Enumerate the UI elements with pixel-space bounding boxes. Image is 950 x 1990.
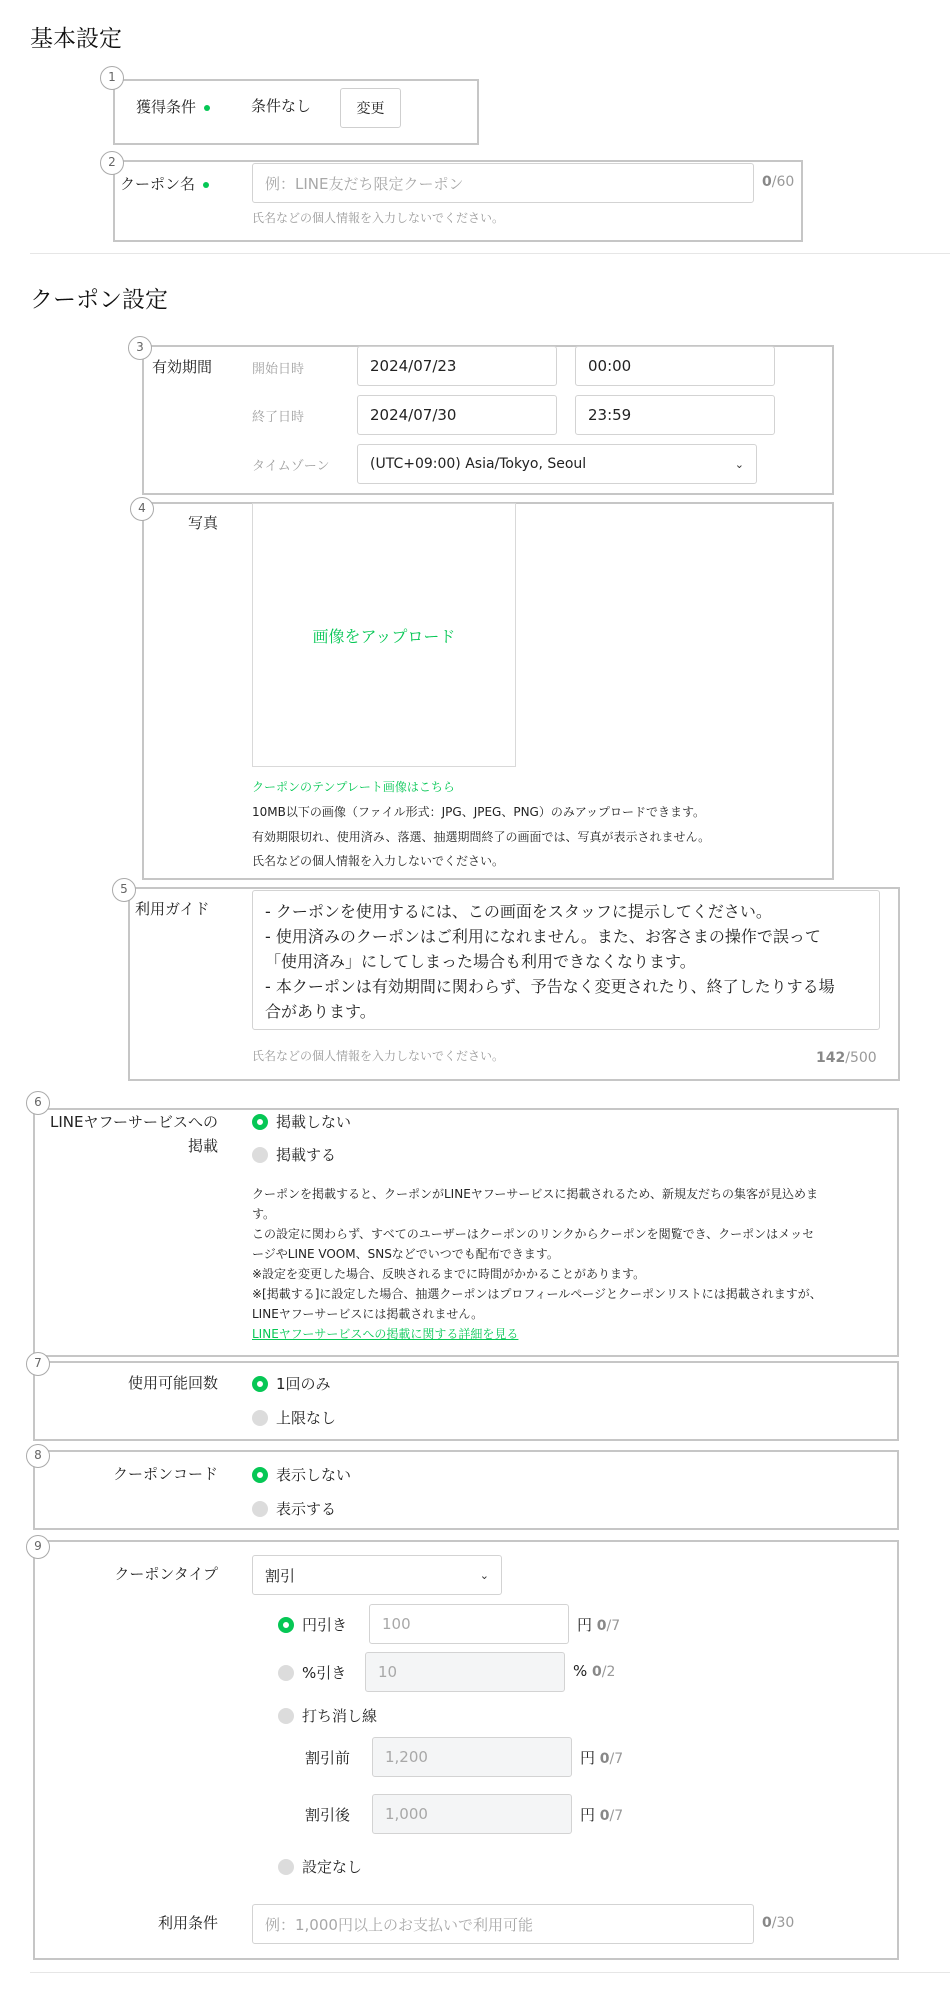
after-discount-unit: 円 0/7 <box>580 1806 624 1824</box>
line-desc-1: クーポンを掲載すると、クーポンがLINEヤフーサービスに掲載されるため、新規友だちの集客が見込めま <box>252 1187 818 1201</box>
coupon-type-value: 割引 <box>265 1566 296 1585</box>
radio-unselected-icon <box>278 1859 294 1875</box>
guide-line: 合があります。 <box>265 1002 376 1021</box>
line-desc-5: ※設定を変更した場合、反映されるまでに時間がかかることがあります。 <box>252 1267 646 1281</box>
line-desc-2: す。 <box>252 1207 276 1221</box>
radio-line-yes[interactable]: 掲載する <box>252 1144 336 1165</box>
after-discount-input[interactable]: 1,000 <box>372 1794 572 1834</box>
radio-percent-off[interactable]: %引き <box>278 1662 346 1683</box>
chevron-down-icon: ⌄ <box>479 1568 489 1582</box>
required-dot <box>204 105 210 111</box>
line-service-detail-link[interactable]: LINEヤフーサービスへの掲載に関する詳細を見る <box>252 1327 519 1341</box>
end-label: 終了日時 <box>252 410 305 425</box>
start-date-input[interactable]: 2024/07/23 <box>357 346 557 386</box>
end-date-input[interactable]: 2024/07/30 <box>357 395 557 435</box>
step-badge-9: 9 <box>26 1535 50 1559</box>
coupon-name-label: クーポン名 <box>120 173 209 194</box>
step-badge-8: 8 <box>26 1444 50 1468</box>
coupon-code-box <box>33 1450 899 1530</box>
guide-textarea[interactable] <box>252 890 880 1030</box>
line-desc-3: この設定に関わらず、すべてのユーザーはクーポンのリンクからクーポンを閲覧でき、クーポンはメッセ <box>252 1227 815 1241</box>
step-badge-7: 7 <box>26 1352 50 1376</box>
radio-selected-icon <box>252 1467 268 1483</box>
radio-selected-icon <box>252 1376 268 1392</box>
step-badge-1: 1 <box>100 66 124 90</box>
yen-off-input[interactable]: 100 <box>369 1604 569 1644</box>
required-dot <box>203 182 209 188</box>
acquire-label: 獲得条件 <box>136 96 210 117</box>
line-desc-4: ージやLINE VOOM、SNSなどでいつでも配布できます。 <box>252 1247 559 1261</box>
radio-code-show[interactable]: 表示する <box>252 1498 336 1519</box>
coupon-name-input[interactable]: 例：LINE友だち限定クーポン <box>252 163 754 203</box>
radio-no-setting[interactable]: 設定なし <box>278 1856 362 1877</box>
before-discount-label: 割引前 <box>305 1749 351 1767</box>
end-time-input[interactable]: 23:59 <box>575 395 775 435</box>
usage-condition-input[interactable]: 例：1,000円以上のお支払いで利用可能 <box>252 1904 754 1944</box>
guide-label: 利用ガイド <box>135 900 210 918</box>
usage-condition-label: 利用条件 <box>157 1914 218 1932</box>
step-badge-3: 3 <box>128 336 152 360</box>
guide-line: - 使用済みのクーポンはご利用になれません。また、お客さまの操作で誤って <box>265 927 821 946</box>
timezone-label: タイムゾーン <box>252 459 330 474</box>
coupon-type-select[interactable] <box>252 1555 502 1595</box>
divider <box>30 253 950 254</box>
radio-selected-icon <box>278 1617 294 1633</box>
after-discount-label: 割引後 <box>305 1806 351 1824</box>
percent-off-unit: % 0/2 <box>573 1662 616 1680</box>
usage-condition-count: 0/30 <box>762 1915 795 1931</box>
guide-note: 氏名などの個人情報を入力しないでください。 <box>252 1049 505 1063</box>
radio-selected-icon <box>252 1114 268 1130</box>
radio-unselected-icon <box>252 1410 268 1426</box>
step-badge-6: 6 <box>26 1091 50 1115</box>
step-badge-4: 4 <box>130 497 154 521</box>
line-desc-7: LINEヤフーサービスには掲載されません。 <box>252 1307 484 1321</box>
acquire-value: 条件なし <box>251 97 312 115</box>
chevron-down-icon: ⌄ <box>734 457 744 471</box>
start-label: 開始日時 <box>252 362 305 377</box>
upload-image-area[interactable]: 画像をアップロード <box>252 503 516 767</box>
radio-usage-unlimited[interactable]: 上限なし <box>252 1407 336 1428</box>
step-badge-2: 2 <box>100 151 124 175</box>
coupon-code-label: クーポンコード <box>112 1465 218 1483</box>
guide-count: 142/500 <box>816 1050 877 1066</box>
radio-unselected-icon <box>252 1147 268 1163</box>
timezone-select[interactable] <box>357 444 757 484</box>
section-title-basic: 基本設定 <box>30 26 122 52</box>
coupon-name-note: 氏名などの個人情報を入力しないでください。 <box>252 211 505 225</box>
photo-note-3: 氏名などの個人情報を入力しないでください。 <box>252 854 505 868</box>
period-label: 有効期間 <box>152 358 213 376</box>
photo-note-1: 10MB以下の画像（ファイル形式：JPG、JPEG、PNG）のみアップロードできます。 <box>252 805 706 819</box>
radio-unselected-icon <box>278 1665 294 1681</box>
radio-line-no[interactable]: 掲載しない <box>252 1111 351 1132</box>
section-title-coupon: クーポン設定 <box>30 287 168 313</box>
usage-count-label: 使用可能回数 <box>127 1374 218 1392</box>
radio-unselected-icon <box>278 1708 294 1724</box>
coupon-type-label: クーポンタイプ <box>114 1565 218 1583</box>
percent-off-input[interactable]: 10 <box>365 1652 565 1692</box>
line-desc-6: ※[掲載する]に設定した場合、抽選クーポンはプロフィールページとクーポンリストには掲載されますが、 <box>252 1287 822 1301</box>
radio-yen-off[interactable]: 円引き <box>278 1614 347 1635</box>
start-time-input[interactable]: 00:00 <box>575 346 775 386</box>
timezone-value: (UTC+09:00) Asia/Tokyo, Seoul <box>370 456 587 472</box>
radio-unselected-icon <box>252 1501 268 1517</box>
line-service-label: LINEヤフーサービスへの 掲載 <box>49 1113 218 1155</box>
before-discount-input[interactable]: 1,200 <box>372 1737 572 1777</box>
coupon-name-count: 0/60 <box>762 174 795 190</box>
change-button[interactable]: 変更 <box>340 88 401 128</box>
radio-strikethrough[interactable]: 打ち消し線 <box>278 1705 377 1726</box>
radio-code-hide[interactable]: 表示しない <box>252 1464 351 1485</box>
photo-label: 写真 <box>188 514 219 532</box>
radio-usage-once[interactable]: 1回のみ <box>252 1373 331 1394</box>
template-image-link[interactable]: クーポンのテンプレート画像はこちら <box>252 780 455 794</box>
guide-line: - クーポンを使用するには、この画面をスタッフに提示してください。 <box>265 902 772 921</box>
guide-line: 「使用済み」にしてしまった場合も利用できなくなります。 <box>265 952 696 971</box>
guide-line: - 本クーポンは有効期間に関わらず、予告なく変更されたり、終了したりする場 <box>265 977 835 996</box>
yen-off-unit: 円 0/7 <box>577 1616 621 1634</box>
divider <box>30 1972 950 1973</box>
before-discount-unit: 円 0/7 <box>580 1749 624 1767</box>
photo-note-2: 有効期限切れ、使用済み、落選、抽選期間終了の画面では、写真が表示されません。 <box>252 830 711 844</box>
step-badge-5: 5 <box>112 878 136 902</box>
